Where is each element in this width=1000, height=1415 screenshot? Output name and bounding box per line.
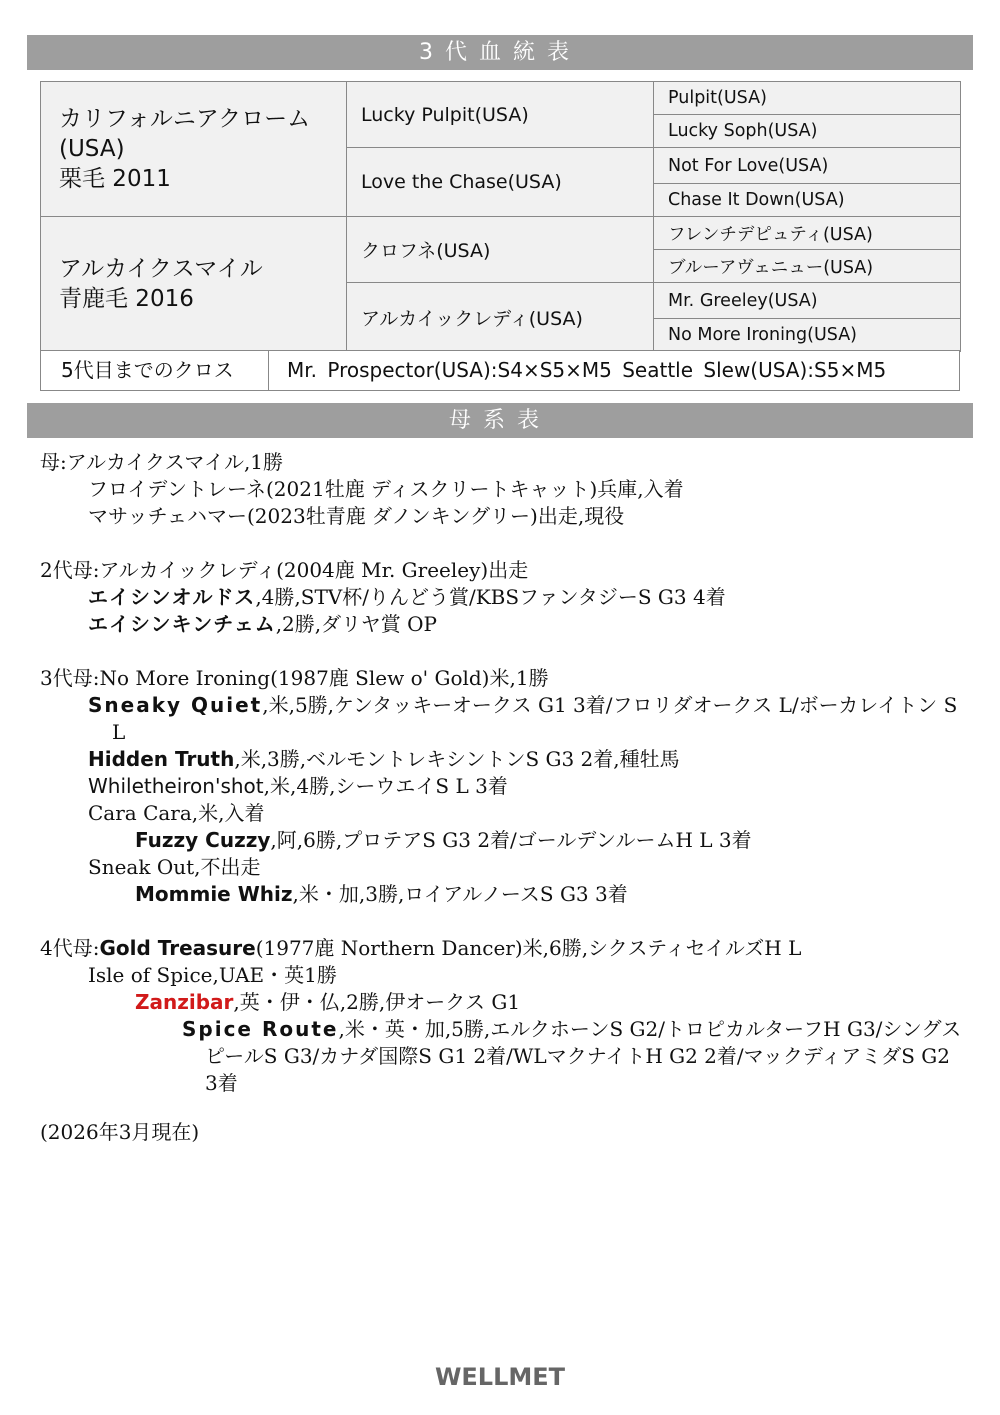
third-dam-child-5: Sneak Out,不出走 — [88, 855, 261, 879]
third-dam-grandchild-2: Mommie Whiz,米・加,3勝,ロイアルノースS G3 3着 — [135, 882, 628, 906]
third-dam-child-1: Sneaky Quiet,米,5勝,ケンタッキーオークス G1 3着/フロリダオークス L/ボーカレイトン S L — [88, 693, 958, 744]
gen3-5: フレンチデピュティ(USA) — [654, 217, 961, 250]
fourth-dam-child-1: Isle of Spice,UAE・英1勝 — [88, 963, 337, 987]
sire-dam: Love the Chase(USA) — [347, 148, 654, 217]
granddam-line: 2代母:アルカイックレディ(2004鹿 Mr. Greeley)出走 — [40, 558, 529, 582]
fourth-dam-great-grandchild-1: Spice Route,米・英・加,5勝,エルクホーンS G2/トロピカルターフH G3/シングスピールS G3/カナダ国際S G1 2着/WLマクナイトH G2 2着/マックディアミダS G2 3着 — [182, 1017, 962, 1095]
dam-name: アルカイクスマイル — [59, 256, 263, 282]
cross-row — [40, 350, 960, 391]
sire-sire: Lucky Pulpit(USA) — [347, 82, 654, 148]
dam-sire: クロフネ(USA) — [347, 217, 654, 283]
horse-name: Gold Treasure — [99, 936, 256, 960]
dam-info: 青鹿毛 2016 — [59, 286, 194, 312]
horse-name: Spice Route — [182, 1017, 339, 1041]
mother-line: 母:アルカイクスマイル,1勝 — [40, 450, 284, 474]
gen3-8: No More Ironing(USA) — [654, 319, 961, 352]
third-dam-line: 3代母:No More Ironing(1987鹿 Slew o' Gold)米,1勝 — [40, 666, 549, 690]
family-table — [40, 449, 965, 1146]
family-header: 母系表 — [27, 403, 973, 438]
fourth-dam-grandchild-1: Zanzibar,英・伊・仏,2勝,伊オークス G1 — [135, 990, 521, 1014]
horse-name: エイシンオルドス — [88, 585, 256, 609]
wellmet-logo: WELLMET — [434, 1363, 566, 1391]
horse-name: Whiletheiron'shot — [88, 774, 264, 798]
granddam-child-2: エイシンキンチェム,2勝,ダリヤ賞 OP — [88, 612, 437, 636]
third-dam-child-4: Cara Cara,米,入着 — [88, 801, 265, 825]
horse-name: Fuzzy Cuzzy — [135, 828, 271, 852]
gen3-3: Not For Love(USA) — [654, 148, 961, 184]
third-dam-child-2: Hidden Truth,米,3勝,ベルモントレキシントンS G3 2着,種牡馬 — [88, 747, 680, 771]
cross-label: 5代目までのクロス — [41, 351, 269, 390]
cross-value: Mr. Prospector(USA):S4×S5×M5 Seattle Slew(USA):S5×M5 — [287, 358, 887, 382]
horse-name: Sneaky Quiet — [88, 693, 263, 717]
pedigree-table — [40, 81, 961, 352]
third-dam-child-3: Whiletheiron'shot,米,4勝,シーウエイS L 3着 — [88, 774, 508, 798]
horse-name: Hidden Truth — [88, 747, 235, 771]
date-note: (2026年3月現在) — [40, 1120, 200, 1144]
gen3-6: ブルーアヴェニュー(USA) — [654, 250, 961, 283]
gen3-4: Chase It Down(USA) — [654, 184, 961, 217]
granddam-child-1: エイシンオルドス,4勝,STV杯/りんどう賞/KBSファンタジーS G3 4着 — [88, 585, 726, 609]
sire-info: 栗毛 2011 — [59, 166, 171, 192]
fourth-dam-line: 4代母:Gold Treasure(1977鹿 Northern Dancer)米,6勝,シクスティセイルズH L — [40, 936, 802, 960]
sire-origin: (USA) — [59, 136, 125, 162]
mother-child-2: マサッチェハマー(2023牡青鹿 ダノンキングリー)出走,現役 — [88, 504, 625, 528]
mother-child-1: フロイデントレーネ(2021牡鹿 ディスクリートキャット)兵庫,入着 — [88, 477, 684, 501]
dam-cell — [41, 217, 347, 352]
gen3-2: Lucky Soph(USA) — [654, 115, 961, 148]
gen3-1: Pulpit(USA) — [654, 82, 961, 115]
gen3-7: Mr. Greeley(USA) — [654, 283, 961, 319]
horse-name: Mommie Whiz — [135, 882, 293, 906]
pedigree-header: 3代血統表 — [27, 35, 973, 70]
horse-name: エイシンキンチェム — [88, 612, 276, 636]
third-dam-grandchild-1: Fuzzy Cuzzy,阿,6勝,プロテアS G3 2着/ゴールデンルームH L 3着 — [135, 828, 752, 852]
dam-dam: アルカイックレディ(USA) — [347, 283, 654, 352]
horse-name: Zanzibar — [135, 990, 234, 1014]
sire-name: カリフォルニアクローム — [59, 106, 311, 132]
sire-cell — [41, 82, 347, 217]
